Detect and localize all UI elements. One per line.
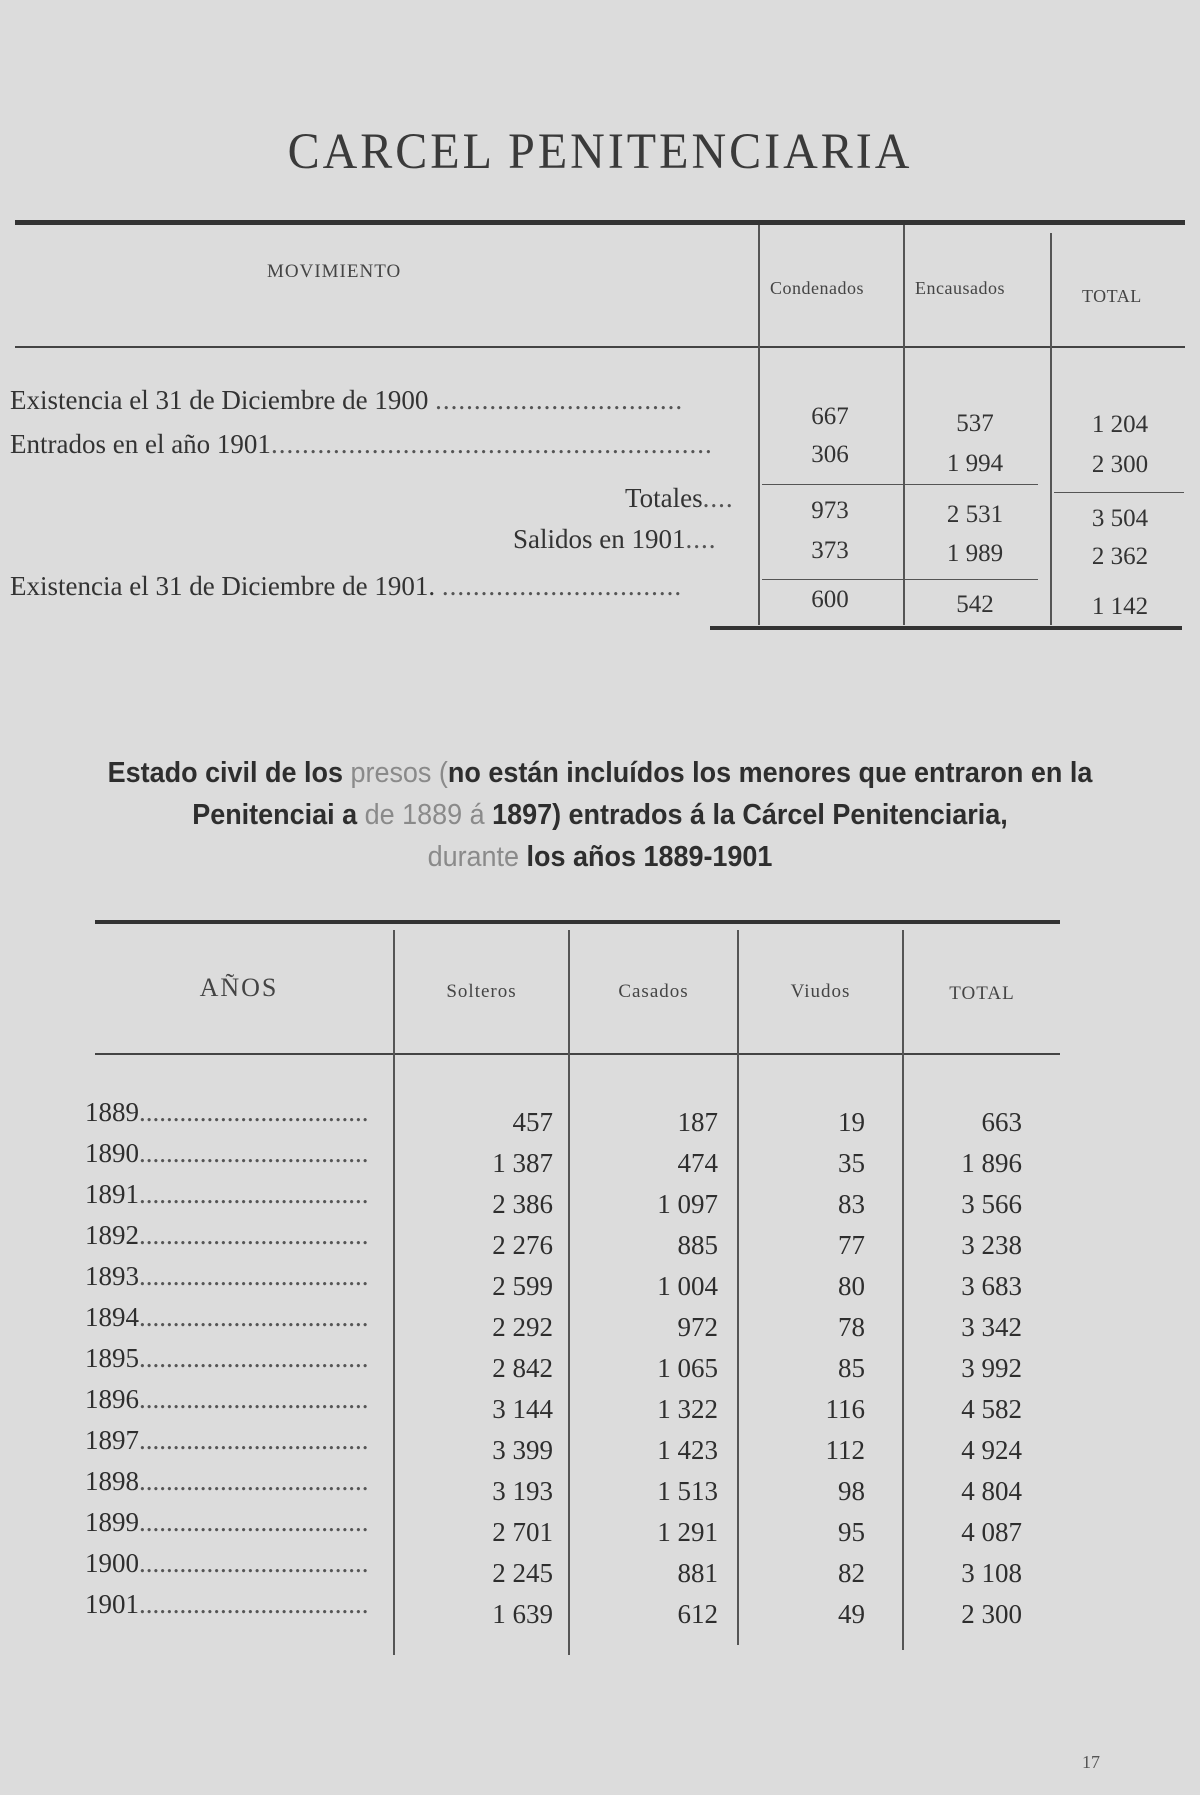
cell-casados: 1 097 — [657, 1189, 718, 1219]
leader-dots: .................................. — [139, 1507, 369, 1537]
cell-viudos: 98 — [838, 1476, 865, 1506]
cell-viudos: 78 — [838, 1312, 865, 1342]
header-casados: Casados — [618, 981, 689, 1002]
column-divider — [393, 930, 395, 1655]
cell-encausados: 1 989 — [946, 540, 1004, 567]
cell-condenados: 373 — [811, 537, 849, 564]
table-row-label: Salidos en 1901.... — [513, 524, 717, 554]
cell-casados: 1 291 — [657, 1517, 718, 1547]
table-row-year — [85, 1302, 395, 1333]
cell-solteros: 2 245 — [492, 1558, 553, 1588]
cell-total: 3 683 — [961, 1271, 1022, 1301]
cell-viudos: 112 — [825, 1435, 865, 1465]
year-label: 1898 — [85, 1466, 139, 1496]
leader-dots: .................................. — [139, 1589, 369, 1619]
cell-viudos: 49 — [838, 1599, 865, 1629]
cell-casados: 187 — [677, 1107, 718, 1137]
cell-condenados: 600 — [811, 586, 849, 613]
estado-civil-table — [85, 915, 1065, 1655]
subtotal-rule — [762, 484, 1038, 485]
table-row-year — [85, 1261, 395, 1292]
cell-total: 663 — [981, 1107, 1022, 1137]
cell-solteros: 457 — [512, 1107, 553, 1137]
cell-solteros: 1 639 — [492, 1599, 553, 1629]
cell-total: 3 504 — [1091, 505, 1149, 532]
cell-total: 4 924 — [961, 1435, 1022, 1465]
column-divider — [568, 930, 570, 1655]
cell-total: 1 204 — [1091, 411, 1149, 438]
cell-viudos: 95 — [838, 1517, 865, 1547]
cell-total: 2 362 — [1091, 543, 1149, 570]
table-row-year — [85, 1138, 395, 1169]
header-bottom-rule — [15, 346, 1185, 348]
heading-line: durante los años 1889-1901 — [427, 841, 773, 873]
table-row-year — [85, 1179, 395, 1210]
cell-casados: 1 423 — [657, 1435, 718, 1465]
year-label: 1891 — [85, 1179, 139, 1209]
cell-total: 3 566 — [961, 1189, 1022, 1219]
year-label: 1899 — [85, 1507, 139, 1537]
cell-condenados: 667 — [811, 403, 849, 430]
cell-casados: 972 — [677, 1312, 718, 1342]
cell-solteros: 2 386 — [492, 1189, 553, 1219]
cell-solteros: 2 292 — [492, 1312, 553, 1342]
year-label: 1894 — [85, 1302, 139, 1332]
subtotal-rule — [762, 579, 1038, 580]
cell-solteros: 2 276 — [492, 1230, 553, 1260]
table-row-label: Existencia el 31 de Diciembre de 1901. ............................... — [10, 571, 683, 601]
cell-casados: 885 — [677, 1230, 718, 1260]
header-total: TOTAL — [949, 983, 1015, 1004]
table-row-year — [85, 1343, 395, 1374]
leader-dots: .................................. — [139, 1466, 369, 1496]
leader-dots: .................................. — [139, 1261, 369, 1291]
header-total: TOTAL — [1082, 286, 1142, 306]
leader-dots: .................................. — [139, 1097, 369, 1127]
year-label: 1895 — [85, 1343, 139, 1373]
cell-encausados: 542 — [956, 591, 994, 618]
header-solteros: Solteros — [446, 981, 517, 1002]
year-label: 1889 — [85, 1097, 139, 1127]
cell-encausados: 2 531 — [946, 501, 1004, 528]
cell-casados: 881 — [677, 1558, 718, 1588]
cell-viudos: 85 — [838, 1353, 865, 1383]
cell-viudos: 80 — [838, 1271, 865, 1301]
cell-solteros: 3 399 — [492, 1435, 553, 1465]
cell-total: 3 238 — [961, 1230, 1022, 1260]
column-divider — [902, 930, 904, 1650]
cell-casados: 1 004 — [657, 1271, 718, 1301]
section-heading — [70, 752, 1130, 878]
table-row-year — [85, 1384, 395, 1415]
table-row-year — [85, 1548, 395, 1579]
cell-total: 4 087 — [961, 1517, 1022, 1547]
cell-encausados: 537 — [956, 410, 994, 437]
header-anos: AÑOS — [199, 973, 279, 1002]
cell-solteros: 3 144 — [492, 1394, 553, 1424]
cell-encausados: 1 994 — [946, 450, 1004, 477]
header-bottom-rule — [95, 1053, 1060, 1055]
leader-dots: .................................. — [139, 1548, 369, 1578]
movimiento-table — [10, 215, 1185, 635]
leader-dots: .................................. — [139, 1384, 369, 1414]
cell-solteros: 3 193 — [492, 1476, 553, 1506]
cell-condenados: 973 — [811, 497, 849, 524]
cell-total: 2 300 — [1091, 451, 1149, 478]
year-label: 1890 — [85, 1138, 139, 1168]
cell-viudos: 77 — [838, 1230, 865, 1260]
table-top-rule — [15, 220, 1185, 225]
table-top-rule — [95, 920, 1060, 924]
leader-dots: .................................. — [139, 1138, 369, 1168]
leader-dots: .................................. — [139, 1179, 369, 1209]
heading-line: Penitenciai a de 1889 á 1897) entrados á la Cárcel Penitenciaria, — [192, 799, 1008, 831]
table-row-year — [85, 1589, 395, 1620]
cell-condenados: 306 — [811, 441, 849, 468]
cell-total: 4 582 — [961, 1394, 1022, 1424]
leader-dots: .................................. — [139, 1220, 369, 1250]
cell-casados: 1 065 — [657, 1353, 718, 1383]
cell-viudos: 35 — [838, 1148, 865, 1178]
year-label: 1900 — [85, 1548, 139, 1578]
cell-total: 4 804 — [961, 1476, 1022, 1506]
year-label: 1892 — [85, 1220, 139, 1250]
header-movimiento: MOVIMIENTO — [267, 261, 402, 282]
table-row-year — [85, 1507, 395, 1538]
cell-casados: 1 322 — [657, 1394, 718, 1424]
cell-total: 3 342 — [961, 1312, 1022, 1342]
cell-viudos: 19 — [838, 1107, 865, 1137]
year-label: 1896 — [85, 1384, 139, 1414]
table-row-year — [85, 1466, 395, 1497]
cell-casados: 1 513 — [657, 1476, 718, 1506]
table-row-label: Entrados en el año 1901......................................................... — [10, 429, 713, 459]
header-viudos: Viudos — [790, 981, 851, 1002]
cell-solteros: 1 387 — [492, 1148, 553, 1178]
cell-total: 2 300 — [961, 1599, 1022, 1629]
cell-viudos: 83 — [838, 1189, 865, 1219]
cell-viudos: 116 — [825, 1394, 865, 1424]
leader-dots: .................................. — [139, 1425, 369, 1455]
header-condenados: Condenados — [770, 278, 864, 298]
cell-casados: 474 — [677, 1148, 718, 1178]
leader-dots: .................................. — [139, 1343, 369, 1373]
header-encausados: Encausados — [915, 278, 1005, 298]
cell-viudos: 82 — [838, 1558, 865, 1588]
table-row-label: Totales.... — [625, 483, 734, 513]
page-number: 17 — [1082, 1752, 1100, 1772]
table-row-label: Existencia el 31 de Diciembre de 1900 ................................ — [10, 385, 684, 415]
cell-solteros: 2 599 — [492, 1271, 553, 1301]
cell-total: 1 896 — [961, 1148, 1022, 1178]
table-bottom-rule — [710, 626, 1182, 630]
heading-line: Estado civil de los presos (no están incluídos los menores que entraron en la — [107, 757, 1093, 789]
cell-solteros: 2 701 — [492, 1517, 553, 1547]
table-row-year — [85, 1220, 395, 1251]
leader-dots: .................................. — [139, 1302, 369, 1332]
year-label: 1897 — [85, 1425, 139, 1455]
year-label: 1901 — [85, 1589, 139, 1619]
column-divider — [737, 930, 739, 1645]
subtotal-rule — [1054, 492, 1184, 493]
table-row-year — [85, 1425, 395, 1456]
cell-total: 1 142 — [1091, 593, 1149, 620]
cell-casados: 612 — [677, 1599, 718, 1629]
table-row-year — [85, 1097, 395, 1128]
cell-total: 3 108 — [961, 1558, 1022, 1588]
cell-solteros: 2 842 — [492, 1353, 553, 1383]
cell-total: 3 992 — [961, 1353, 1022, 1383]
page-title: CARCEL PENITENCIARIA — [287, 123, 913, 180]
year-label: 1893 — [85, 1261, 139, 1291]
